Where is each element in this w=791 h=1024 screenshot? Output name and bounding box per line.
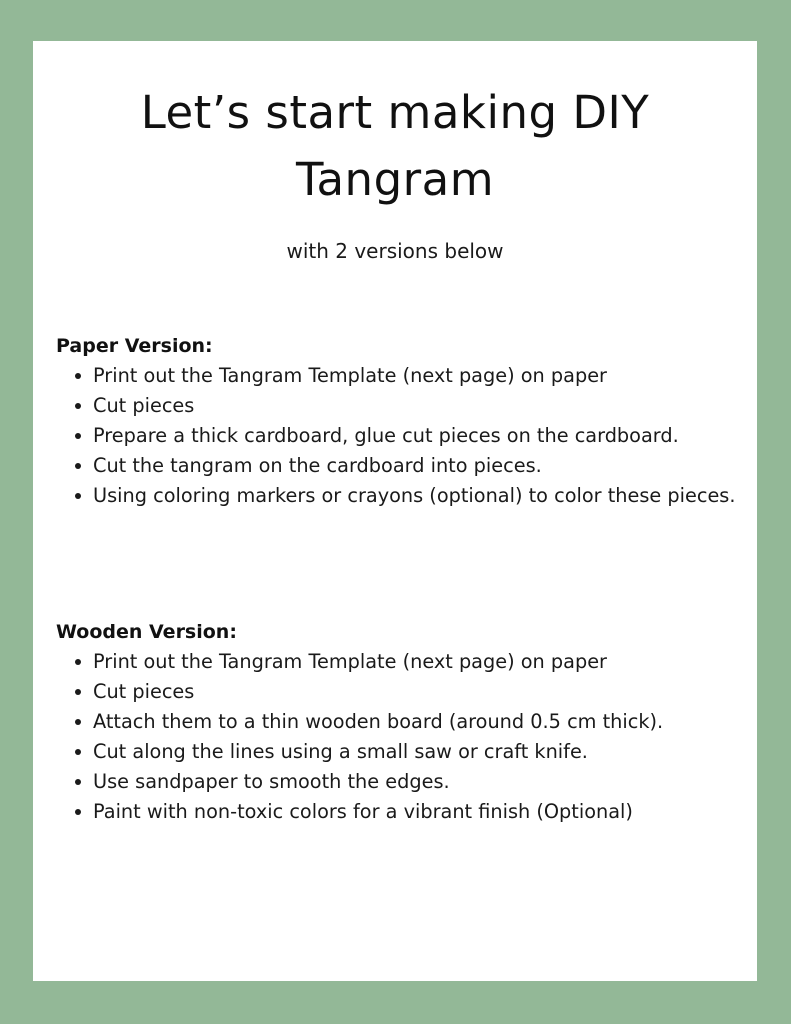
list-item: Cut pieces	[56, 391, 746, 421]
list-item: Attach them to a thin wooden board (around 0.5 cm thick).	[56, 707, 746, 737]
wooden-version-heading: Wooden Version:	[56, 621, 237, 643]
paper-version-heading: Paper Version:	[56, 335, 213, 357]
list-item: Cut pieces	[56, 677, 746, 707]
list-item: Prepare a thick cardboard, glue cut pieces on the cardboard.	[56, 421, 746, 451]
list-item: Using coloring markers or crayons (optional) to color these pieces.	[56, 481, 746, 511]
page-title	[33, 79, 757, 213]
list-item: Cut the tangram on the cardboard into pieces.	[56, 451, 746, 481]
wooden-version-steps	[56, 647, 746, 827]
paper-version-steps	[56, 361, 746, 511]
list-item: Print out the Tangram Template (next page) on paper	[56, 361, 746, 391]
list-item: Print out the Tangram Template (next page) on paper	[56, 647, 746, 677]
list-item: Cut along the lines using a small saw or craft knife.	[56, 737, 746, 767]
page-subtitle: with 2 versions below	[286, 239, 504, 263]
title-line-1: Let’s start making DIY	[140, 86, 650, 139]
title-line-2: Tangram	[295, 153, 495, 206]
wooden-version-section	[56, 617, 746, 827]
list-item: Paint with non-toxic colors for a vibrant finish (Optional)	[56, 797, 746, 827]
list-item: Use sandpaper to smooth the edges.	[56, 767, 746, 797]
paper-version-section	[56, 331, 746, 511]
document-page	[33, 41, 757, 981]
